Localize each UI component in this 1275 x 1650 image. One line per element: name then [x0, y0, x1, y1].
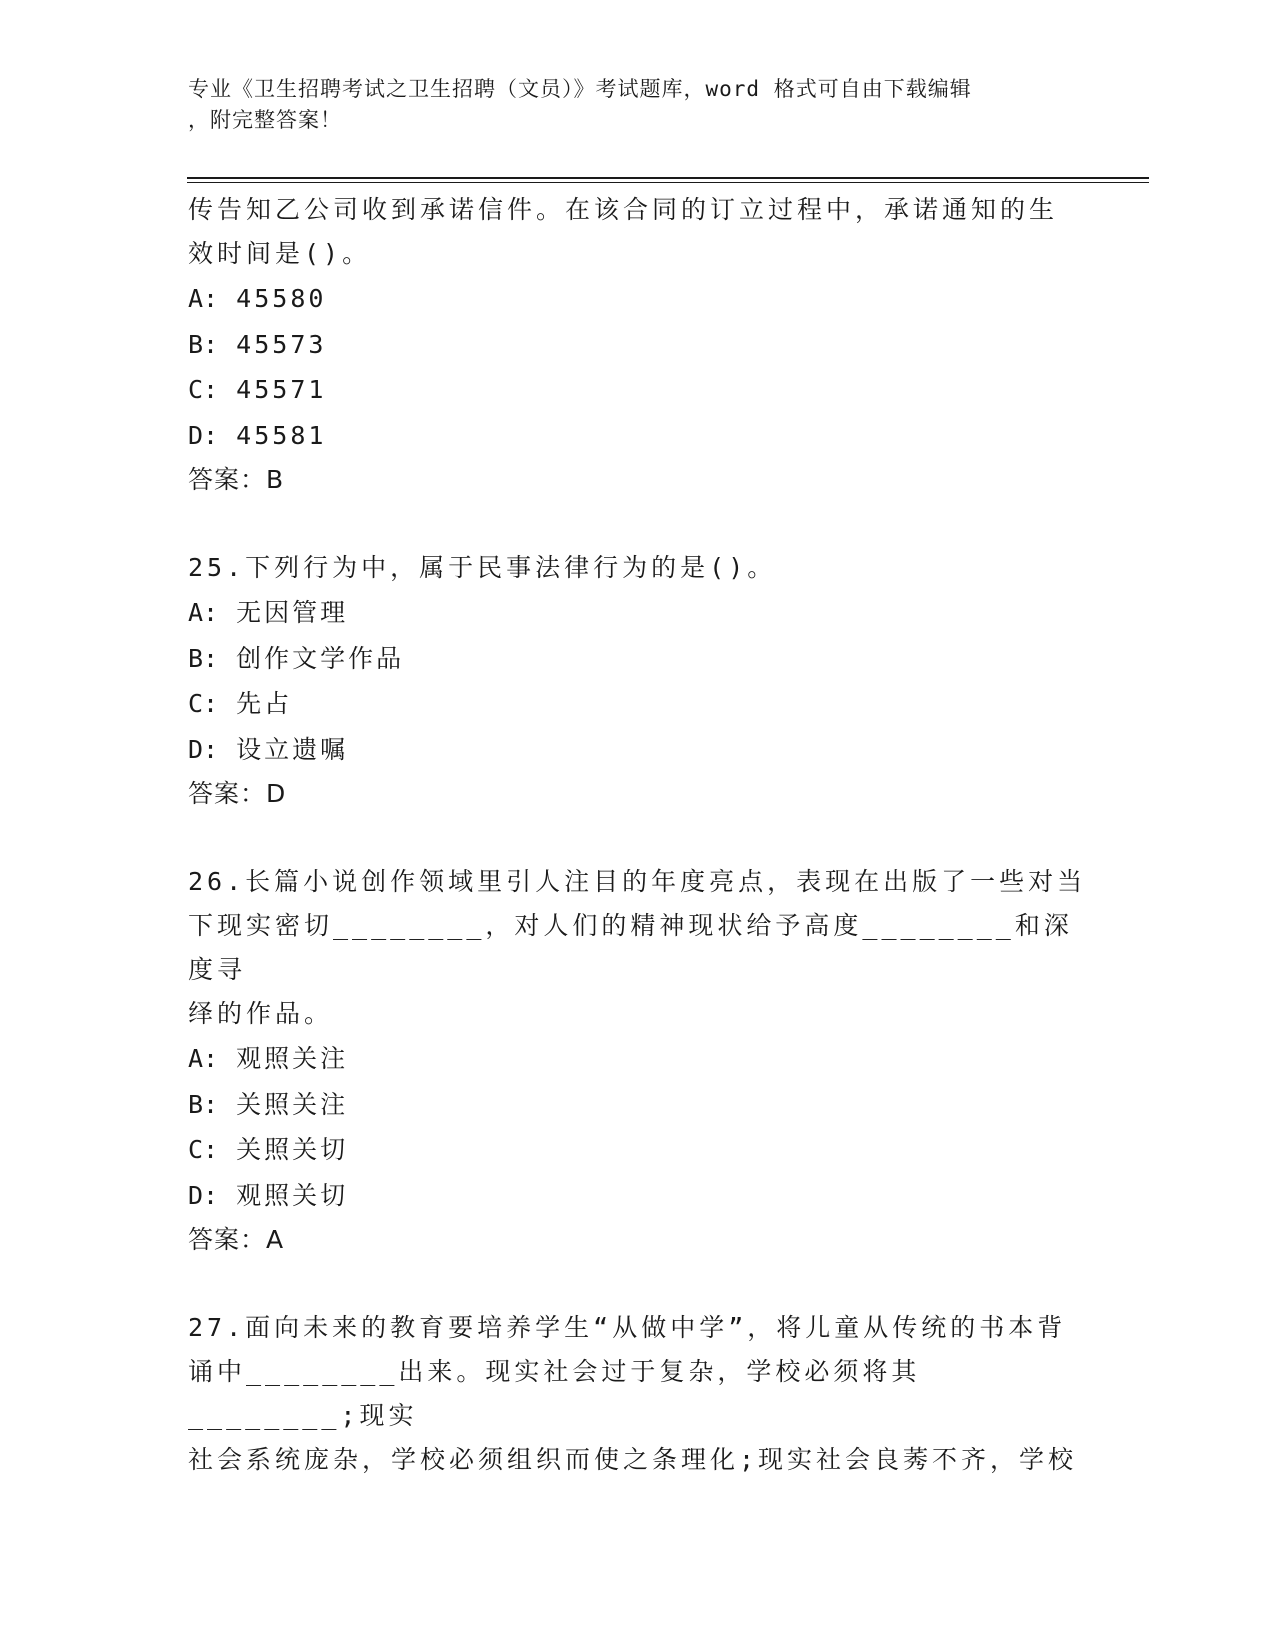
option-a	[188, 1036, 1088, 1082]
option-text: 45580	[236, 284, 327, 313]
option-text: 先占	[236, 689, 293, 718]
question-text-line: 27.面向未来的教育要培养学生“从做中学”，将儿童从传统的书本背	[188, 1313, 1067, 1342]
question-text-line: 社会系统庞杂，学校必须组织而使之条理化;现实社会良莠不齐，学校	[188, 1445, 1078, 1474]
option-a	[188, 276, 1088, 322]
spacer	[188, 816, 1088, 860]
header-note	[188, 74, 1068, 136]
option-d	[188, 413, 1088, 459]
question-text-line: 下现实密切________，对人们的精神现状给予高度________和深度寻	[188, 911, 1073, 984]
question-24	[188, 188, 1088, 502]
question-text-line: 25.下列行为中，属于民事法律行为的是()。	[188, 553, 777, 582]
header-note-line-1: 专业《卫生招聘考试之卫生招聘（文员）》考试题库，word 格式可自由下载编辑	[188, 77, 972, 101]
option-d	[188, 727, 1088, 773]
option-letter: D:	[188, 1180, 219, 1210]
option-letter: A:	[188, 1044, 219, 1073]
option-b	[188, 636, 1088, 682]
option-letter: B:	[188, 329, 219, 359]
question-text-line: 26.长篇小说创作领域里引人注目的年度亮点，表现在出版了一些对当	[188, 867, 1087, 896]
question-27	[188, 1306, 1088, 1482]
option-b	[188, 1082, 1088, 1128]
option-letter: C:	[188, 1135, 219, 1164]
answer-line: 答案：D	[188, 779, 287, 808]
option-letter: A:	[188, 598, 219, 627]
option-c	[188, 367, 1088, 413]
question-text-line: 绎的作品。	[188, 999, 334, 1028]
option-letter: B:	[188, 1089, 219, 1119]
option-text: 设立遗嘱	[236, 734, 349, 764]
header-note-line-2: ，附完整答案！	[188, 108, 342, 132]
spacer	[188, 1262, 1088, 1306]
answer-line: 答案：A	[188, 1225, 285, 1254]
option-text: 45581	[236, 420, 327, 450]
option-letter: A:	[188, 284, 219, 313]
option-text: 关照关注	[236, 1089, 349, 1119]
option-text: 观照关切	[236, 1180, 349, 1210]
option-letter: D:	[188, 734, 219, 764]
option-letter: D:	[188, 420, 219, 450]
question-text-line: 传告知乙公司收到承诺信件。在该合同的订立过程中，承诺通知的生	[188, 195, 1059, 224]
option-d	[188, 1173, 1088, 1219]
option-letter: C:	[188, 375, 219, 404]
question-26	[188, 860, 1088, 1262]
option-b	[188, 322, 1088, 368]
option-c	[188, 681, 1088, 727]
option-letter: C:	[188, 689, 219, 718]
question-25	[188, 546, 1088, 816]
option-text: 创作文学作品	[236, 643, 405, 673]
option-text: 45573	[236, 329, 327, 359]
option-text: 观照关注	[236, 1044, 349, 1073]
spacer	[188, 502, 1088, 546]
option-text: 45571	[236, 375, 327, 404]
option-a	[188, 590, 1088, 636]
answer-line: 答案：B	[188, 465, 285, 494]
question-list	[188, 188, 1088, 1482]
question-text-line: 效时间是()。	[188, 239, 372, 268]
option-text: 关照关切	[236, 1135, 349, 1164]
option-letter: B:	[188, 643, 219, 673]
header-rule-thin	[187, 182, 1149, 183]
header-rule-thick	[187, 177, 1149, 179]
option-c	[188, 1127, 1088, 1173]
option-text: 无因管理	[236, 598, 349, 627]
question-text-line: 诵中________出来。现实社会过于复杂，学校必须将其________;现实	[188, 1357, 921, 1430]
